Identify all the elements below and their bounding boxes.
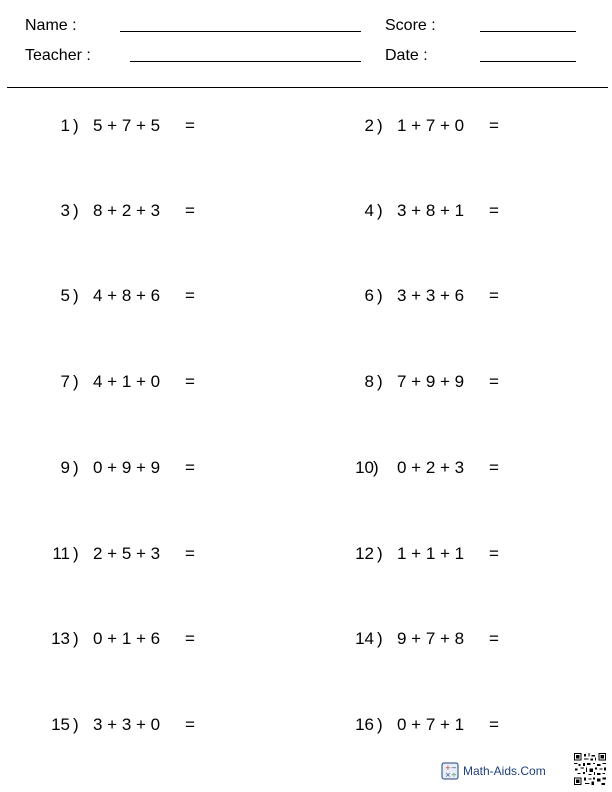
problem-expression: 3 + 8 + 1 xyxy=(397,201,465,220)
name-field-line[interactable] xyxy=(120,31,361,32)
problem-4 xyxy=(344,200,514,224)
problem-paren: ) xyxy=(73,544,79,563)
problem-number: 9 xyxy=(60,458,70,477)
equals-sign: = xyxy=(185,286,195,305)
problem-number: 5 xyxy=(60,286,70,305)
problem-6 xyxy=(344,285,514,309)
problem-expression: 0 + 2 + 3 xyxy=(397,458,465,477)
equals-sign: = xyxy=(185,372,195,391)
problem-expression: 9 + 7 + 8 xyxy=(397,629,465,648)
equals-sign: = xyxy=(185,201,195,220)
equals-sign: = xyxy=(489,715,499,734)
equals-sign: = xyxy=(489,201,499,220)
problem-paren: ) xyxy=(73,372,79,391)
problem-expression: 1 + 7 + 0 xyxy=(397,116,465,135)
problem-3 xyxy=(40,200,210,224)
qr-code-icon xyxy=(574,753,606,785)
equals-sign: = xyxy=(489,286,499,305)
problem-paren: ) xyxy=(377,116,383,135)
problem-number: 16 xyxy=(355,715,374,734)
date-label: Date : xyxy=(385,47,428,64)
problem-13 xyxy=(40,628,210,652)
problem-expression: 2 + 5 + 3 xyxy=(93,544,161,563)
equals-sign: = xyxy=(185,116,195,135)
problem-expression: 7 + 9 + 9 xyxy=(397,372,465,391)
problem-expression: 0 + 9 + 9 xyxy=(93,458,161,477)
teacher-label: Teacher : xyxy=(25,47,91,64)
problem-1 xyxy=(40,115,210,139)
problem-expression: 4 + 1 + 0 xyxy=(93,372,161,391)
problem-2 xyxy=(344,115,514,139)
problem-paren: ) xyxy=(73,201,79,220)
problem-paren: ) xyxy=(73,629,79,648)
problem-paren: ) xyxy=(377,372,383,391)
problem-paren: ) xyxy=(73,715,79,734)
problem-14 xyxy=(344,628,514,652)
svg-text:+: + xyxy=(445,764,451,772)
problem-expression: 5 + 7 + 5 xyxy=(93,116,161,135)
problem-15 xyxy=(40,714,210,738)
problem-10 xyxy=(344,457,514,481)
problem-expression: 4 + 8 + 6 xyxy=(93,286,161,305)
score-field-line[interactable] xyxy=(480,31,576,32)
equals-sign: = xyxy=(185,629,195,648)
header-divider xyxy=(7,87,608,88)
equals-sign: = xyxy=(489,544,499,563)
equals-sign: = xyxy=(489,116,499,135)
problem-number: 12 xyxy=(355,544,374,563)
problem-paren: ) xyxy=(377,544,383,563)
teacher-field-line[interactable] xyxy=(130,61,361,62)
problem-number: 6 xyxy=(364,286,374,305)
problem-8 xyxy=(344,371,514,395)
problem-number: 8 xyxy=(364,372,374,391)
problem-expression: 3 + 3 + 6 xyxy=(397,286,465,305)
problem-paren: ) xyxy=(373,458,379,477)
name-label: Name : xyxy=(25,17,77,34)
problem-paren: ) xyxy=(377,629,383,648)
problem-5 xyxy=(40,285,210,309)
problem-number: 2 xyxy=(364,116,374,135)
problem-number: 10 xyxy=(355,458,374,477)
svg-text:×: × xyxy=(445,771,451,779)
problem-number: 15 xyxy=(51,715,70,734)
problem-paren: ) xyxy=(73,286,79,305)
problem-number: 3 xyxy=(60,201,70,220)
svg-text:−: − xyxy=(451,764,457,772)
equals-sign: = xyxy=(489,629,499,648)
problem-number: 11 xyxy=(52,544,70,563)
problem-expression: 8 + 2 + 3 xyxy=(93,201,161,220)
brand-text: Math-Aids.Com xyxy=(463,764,546,778)
problem-paren: ) xyxy=(377,715,383,734)
problem-number: 4 xyxy=(364,201,374,220)
problem-paren: ) xyxy=(377,286,383,305)
problem-paren: ) xyxy=(73,116,79,135)
equals-sign: = xyxy=(489,458,499,477)
problem-expression: 0 + 7 + 1 xyxy=(397,715,465,734)
problem-number: 1 xyxy=(60,116,70,135)
problem-paren: ) xyxy=(73,458,79,477)
problem-number: 7 xyxy=(60,372,70,391)
score-label: Score : xyxy=(385,17,436,34)
problem-expression: 0 + 1 + 6 xyxy=(93,629,161,648)
calculator-icon xyxy=(441,762,459,780)
problem-expression: 3 + 3 + 0 xyxy=(93,715,161,734)
problem-16 xyxy=(344,714,514,738)
svg-text:÷: ÷ xyxy=(451,771,457,779)
date-field-line[interactable] xyxy=(480,61,576,62)
problem-12 xyxy=(344,543,514,567)
problem-expression: 1 + 1 + 1 xyxy=(397,544,465,563)
equals-sign: = xyxy=(489,372,499,391)
equals-sign: = xyxy=(185,715,195,734)
problem-9 xyxy=(40,457,210,481)
problem-11 xyxy=(40,543,210,567)
problem-7 xyxy=(40,371,210,395)
problem-number: 14 xyxy=(355,629,374,648)
equals-sign: = xyxy=(185,458,195,477)
equals-sign: = xyxy=(185,544,195,563)
problem-number: 13 xyxy=(51,629,70,648)
problem-paren: ) xyxy=(377,201,383,220)
